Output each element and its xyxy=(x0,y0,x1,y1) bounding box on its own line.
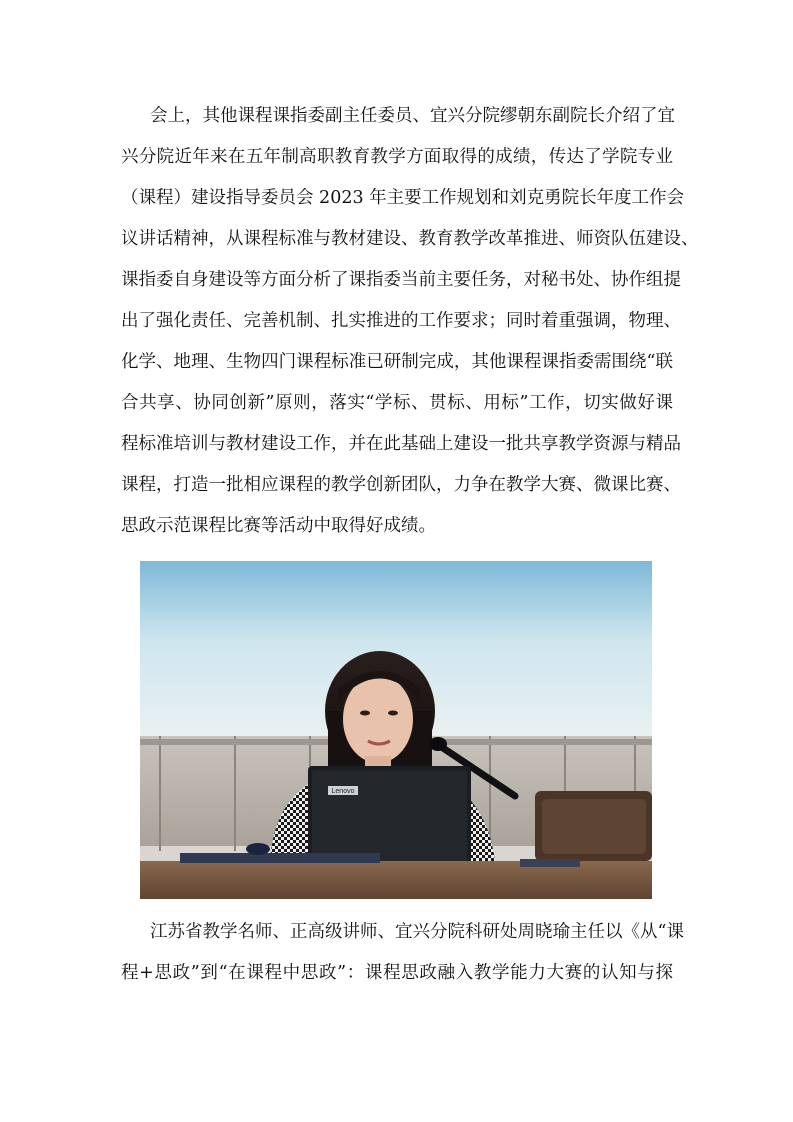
paragraph1-line-3: （课程）建设指导委员会 2023 年主要工作规划和刘克勇院长年度工作会 xyxy=(121,188,685,208)
paragraph1-line-7: 化学、地理、生物四门课程标准已研制完成，其他课程课指委需围绕“联 xyxy=(121,352,673,372)
paragraph1-line-6: 出了强化责任、完善机制、扎实推进的工作要求；同时着重强调，物理、 xyxy=(121,311,681,331)
paragraph1-line-1: 会上，其他课程课指委副主任委员、宜兴分院缪朝东副院长介绍了宜 xyxy=(150,106,675,126)
paragraph1-line-4: 议讲话精神，从课程标准与教材建设、教育教学改革推进、师资队伍建设、 xyxy=(121,229,699,249)
paragraph2-line-2: 程+思政”到“在课程中思政”：课程思政融入教学能力大赛的认知与探 xyxy=(121,963,673,983)
laptop-brand-logo: Lenovo xyxy=(331,788,355,795)
paragraph1-line-11: 思政示范课程比赛等活动中取得好成绩。 xyxy=(121,516,436,536)
paragraph1-line-9: 程标准培训与教材建设工作，并在此基础上建设一批共享教学资源与精品 xyxy=(121,434,681,454)
paragraph1-line-2: 兴分院近年来在五年制高职教育教学方面取得的成绩，传达了学院专业 xyxy=(121,147,673,167)
speaker-photo xyxy=(140,561,652,899)
paragraph1-line-10: 课程，打造一批相应课程的教学创新团队，力争在教学大赛、微课比赛、 xyxy=(121,475,681,495)
paragraph2-line-1: 江苏省教学名师、正高级讲师、宜兴分院科研处周晓瑜主任以《从“课 xyxy=(150,922,684,942)
paragraph1-line-8: 合共享、协同创新”原则，落实“学标、贯标、用标”工作，切实做好课 xyxy=(121,393,673,413)
paragraph1-line-5: 课指委自身建设等方面分析了课指委当前主要任务，对秘书处、协作组提 xyxy=(121,270,681,290)
